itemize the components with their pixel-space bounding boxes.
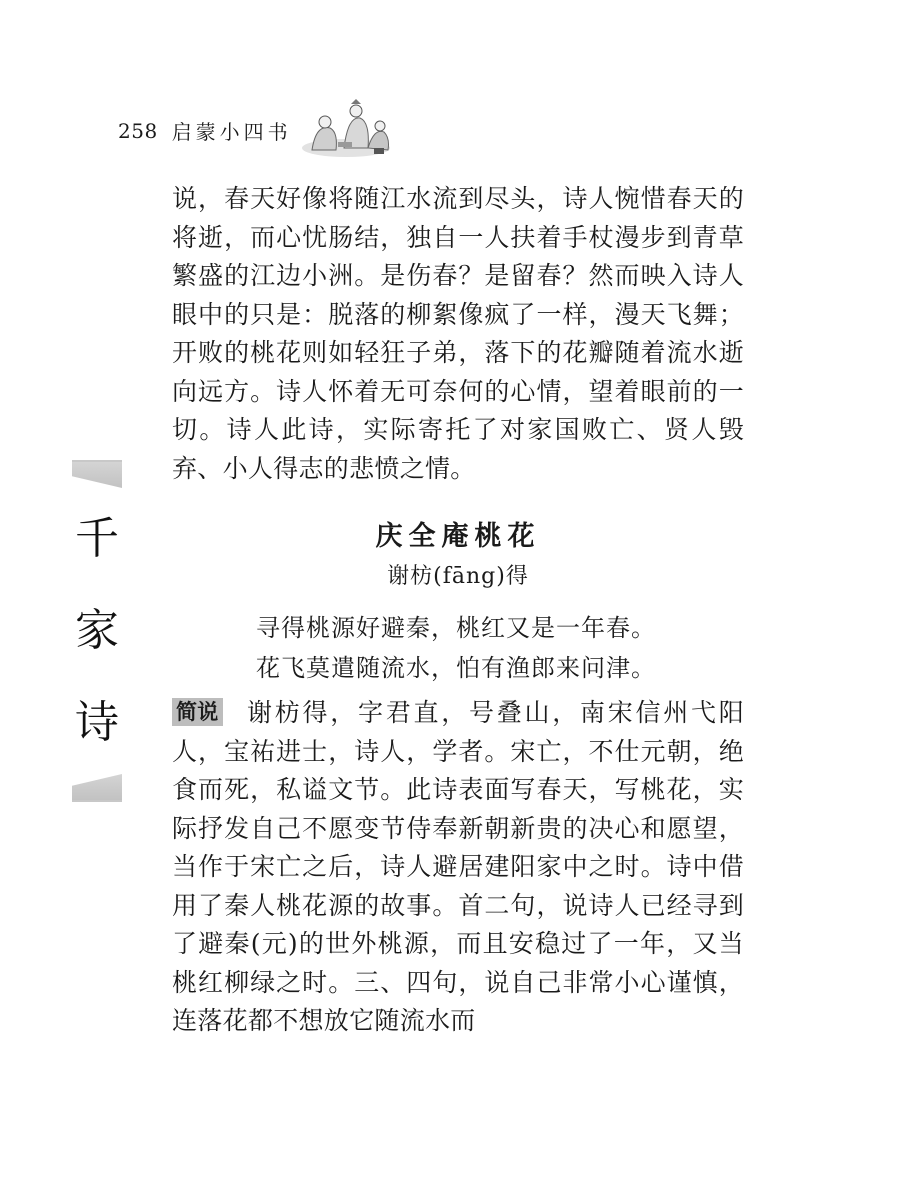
book-title: 启蒙小四书 (171, 120, 292, 144)
side-tab-bar-top (72, 462, 122, 488)
side-tab-bar-bottom (72, 774, 122, 800)
side-tab-char: 诗 (75, 697, 119, 748)
continued-paragraph: 说，春天好像将随江水流到尽头，诗人惋惜春天的将逝，而心忧肠结，独自一人扶着手杖漫步到青草繁盛的江边小洲。是伤春？是留春？然而映入诗人眼中的只是：脱落的柳絮像疯了一样，漫天飞舞；开败的桃花则如轻狂子弟，落下的花瓣随着流水逝向远方。诗人怀着无可奈何的心情，望着眼前的一切。诗人此诗，实际寄托了对家国败亡、贤人毁弃、小人得志的悲愤之情。 (172, 184, 744, 483)
side-tab-char: 千 (75, 513, 119, 564)
brief-text: 谢枋得，字君直，号叠山，南宋信州弋阳人，宝祐进士，诗人，学者。宋亡，不仕元朝，绝食而死，私谥文节。此诗表面写春天，写桃花，实际抒发自己不愿变节侍奉新朝新贵的决心和愿望，当作于宋亡之后，诗人避居建阳家中之时。诗中借用了秦人桃花源的故事。首二句，说诗人已经寻到了避秦(元)的世外桃源，而且安稳过了一年，又当桃红柳绿之时。三、四句，说自己非常小心谨慎，连落花都不想放它随流水而 (172, 698, 744, 1035)
side-tab-rule-top (72, 460, 122, 462)
side-tab-rule-bottom (72, 800, 122, 802)
page-number: 258 (118, 118, 158, 143)
scholars-illustration-icon (298, 98, 394, 160)
side-tab-char: 家 (75, 605, 119, 656)
poem-author: 谢枋(fāng)得 (387, 564, 529, 589)
page-content (172, 180, 744, 1041)
poem-title: 庆全庵桃花 (375, 521, 541, 552)
brief-commentary (172, 694, 744, 1041)
poem-line: 寻得桃源好避秦，桃红又是一年春。 (256, 614, 656, 642)
side-section-tab (72, 460, 124, 802)
poem-line: 花飞莫遣随流水，怕有渔郎来问津。 (256, 654, 656, 682)
poem-body (172, 608, 744, 688)
running-header (118, 116, 292, 145)
brief-label: 简说 (172, 698, 223, 726)
